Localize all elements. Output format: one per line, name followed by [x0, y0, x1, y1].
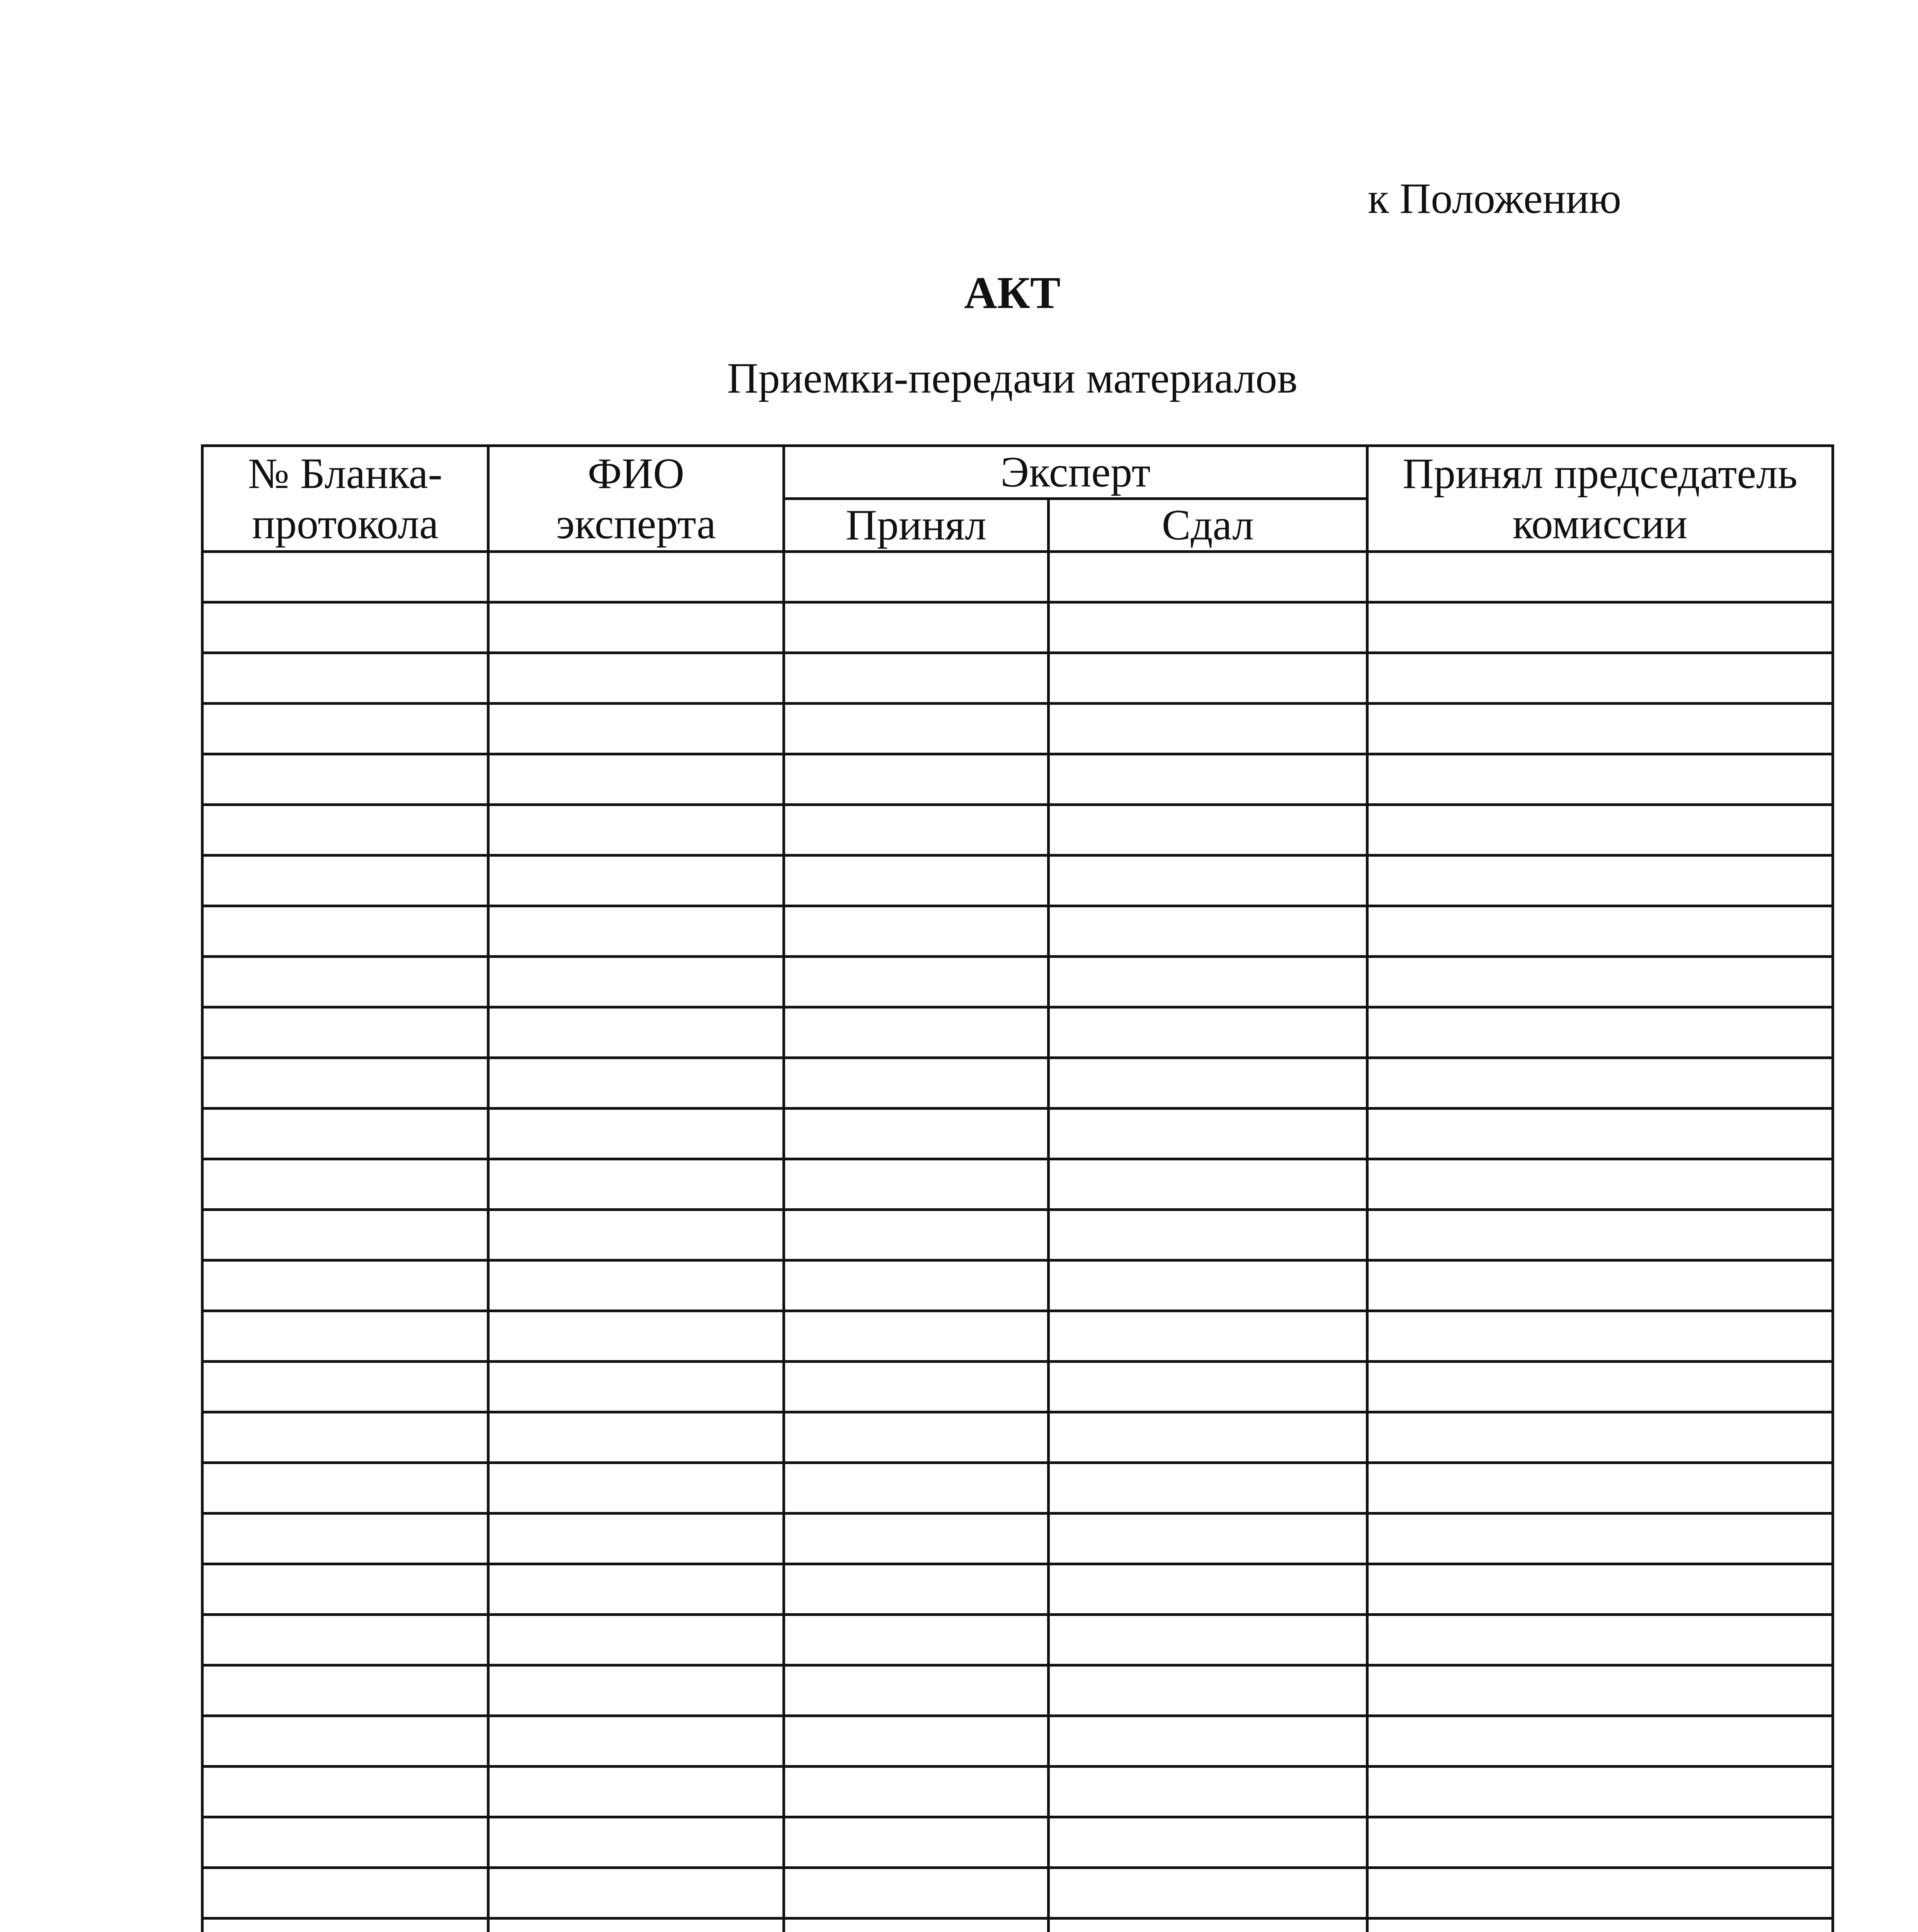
cell-expert-name[interactable]	[488, 602, 784, 653]
cell-expert-name[interactable]	[488, 754, 784, 805]
cell-handed-over[interactable]	[1049, 1817, 1367, 1868]
cell-blank-number[interactable]	[202, 805, 488, 855]
cell-chair-accepted[interactable]	[1367, 552, 1833, 602]
table-row	[202, 1817, 1833, 1868]
cell-handed-over[interactable]	[1049, 1311, 1367, 1362]
cell-handed-over[interactable]	[1049, 1058, 1367, 1109]
cell-expert-name[interactable]	[488, 1260, 784, 1311]
cell-chair-accepted[interactable]	[1367, 1665, 1833, 1716]
cell-handed-over[interactable]	[1049, 855, 1367, 906]
table-row	[202, 1514, 1833, 1564]
cell-handed-over[interactable]	[1049, 1463, 1367, 1514]
cell-blank-number[interactable]	[202, 1767, 488, 1817]
cell-chair-accepted[interactable]	[1367, 805, 1833, 855]
cell-handed-over[interactable]	[1049, 1210, 1367, 1260]
header-expert-name-line2: эксперта	[556, 500, 716, 548]
cell-handed-over[interactable]	[1049, 805, 1367, 855]
cell-chair-accepted[interactable]	[1367, 1007, 1833, 1058]
cell-accepted[interactable]	[784, 1514, 1049, 1564]
cell-blank-number[interactable]	[202, 957, 488, 1007]
cell-accepted[interactable]	[784, 1007, 1049, 1058]
header-handed-over: Сдал	[1049, 499, 1367, 552]
cell-chair-accepted[interactable]	[1367, 906, 1833, 957]
header-chair-accepted-line2: комиссии	[1512, 500, 1688, 548]
cell-blank-number[interactable]	[202, 1615, 488, 1665]
cell-expert-name[interactable]	[488, 1918, 784, 1932]
cell-handed-over[interactable]	[1049, 552, 1367, 602]
cell-blank-number[interactable]	[202, 602, 488, 653]
table-row	[202, 1159, 1833, 1210]
cell-expert-name[interactable]	[488, 1109, 784, 1159]
cell-handed-over[interactable]	[1049, 1868, 1367, 1918]
cell-expert-name[interactable]	[488, 1058, 784, 1109]
cell-blank-number[interactable]	[202, 1311, 488, 1362]
cell-handed-over[interactable]	[1049, 1767, 1367, 1817]
table-row	[202, 1412, 1833, 1463]
cell-accepted[interactable]	[784, 1564, 1049, 1615]
cell-chair-accepted[interactable]	[1367, 754, 1833, 805]
table-row	[202, 653, 1833, 704]
cell-accepted[interactable]	[784, 1716, 1049, 1767]
cell-chair-accepted[interactable]	[1367, 1767, 1833, 1817]
table-row	[202, 805, 1833, 855]
cell-handed-over[interactable]	[1049, 957, 1367, 1007]
cell-chair-accepted[interactable]	[1367, 1109, 1833, 1159]
cell-chair-accepted[interactable]	[1367, 1817, 1833, 1868]
cell-expert-name[interactable]	[488, 1564, 784, 1615]
cell-handed-over[interactable]	[1049, 1109, 1367, 1159]
cell-accepted[interactable]	[784, 1210, 1049, 1260]
cell-accepted[interactable]	[784, 1918, 1049, 1932]
header-chair-accepted-line1: Принял председатель	[1402, 449, 1798, 498]
table-body	[202, 552, 1833, 1932]
cell-accepted[interactable]	[784, 653, 1049, 704]
cell-blank-number[interactable]	[202, 1362, 488, 1412]
cell-expert-name[interactable]	[488, 1716, 784, 1767]
table-row	[202, 1665, 1833, 1716]
cell-chair-accepted[interactable]	[1367, 704, 1833, 754]
cell-handed-over[interactable]	[1049, 1564, 1367, 1615]
cell-handed-over[interactable]	[1049, 1007, 1367, 1058]
cell-expert-name[interactable]	[488, 1412, 784, 1463]
table-row	[202, 1918, 1833, 1932]
cell-expert-name[interactable]	[488, 1311, 784, 1362]
cell-blank-number[interactable]	[202, 1058, 488, 1109]
cell-blank-number[interactable]	[202, 552, 488, 602]
cell-handed-over[interactable]	[1049, 1514, 1367, 1564]
cell-expert-name[interactable]	[488, 552, 784, 602]
cell-expert-name[interactable]	[488, 1615, 784, 1665]
cell-accepted[interactable]	[784, 1767, 1049, 1817]
cell-handed-over[interactable]	[1049, 906, 1367, 957]
header-expert-name-line1: ФИО	[587, 449, 685, 498]
table-row	[202, 957, 1833, 1007]
cell-expert-name[interactable]	[488, 1007, 784, 1058]
table-row	[202, 1007, 1833, 1058]
cell-accepted[interactable]	[784, 1260, 1049, 1311]
cell-blank-number[interactable]	[202, 1210, 488, 1260]
cell-chair-accepted[interactable]	[1367, 1058, 1833, 1109]
cell-expert-name[interactable]	[488, 906, 784, 957]
cell-expert-name[interactable]	[488, 1817, 784, 1868]
cell-chair-accepted[interactable]	[1367, 602, 1833, 653]
cell-chair-accepted[interactable]	[1367, 1514, 1833, 1564]
header-accepted: Принял	[784, 499, 1049, 552]
cell-accepted[interactable]	[784, 1311, 1049, 1362]
header-blank-number-line1: № Бланка-	[248, 449, 442, 498]
cell-blank-number[interactable]	[202, 1159, 488, 1210]
transfer-table	[201, 444, 1834, 1932]
table-row	[202, 1210, 1833, 1260]
cell-chair-accepted[interactable]	[1367, 653, 1833, 704]
table-row	[202, 754, 1833, 805]
cell-chair-accepted[interactable]	[1367, 1615, 1833, 1665]
table-row	[202, 1615, 1833, 1665]
cell-accepted[interactable]	[784, 1868, 1049, 1918]
cell-chair-accepted[interactable]	[1367, 1716, 1833, 1767]
cell-accepted[interactable]	[784, 855, 1049, 906]
cell-expert-name[interactable]	[488, 1868, 784, 1918]
cell-accepted[interactable]	[784, 957, 1049, 1007]
table-row	[202, 602, 1833, 653]
table-row	[202, 1058, 1833, 1109]
cell-blank-number[interactable]	[202, 653, 488, 704]
cell-expert-name[interactable]	[488, 1210, 784, 1260]
cell-chair-accepted[interactable]	[1367, 1564, 1833, 1615]
cell-chair-accepted[interactable]	[1367, 1260, 1833, 1311]
cell-expert-name[interactable]	[488, 1159, 784, 1210]
cell-blank-number[interactable]	[202, 1918, 488, 1932]
header-expert-name	[488, 446, 784, 552]
table-row	[202, 1311, 1833, 1362]
cell-blank-number[interactable]	[202, 1817, 488, 1868]
annex-reference: к Положению	[1368, 175, 1622, 223]
cell-blank-number[interactable]	[202, 1665, 488, 1716]
cell-handed-over[interactable]	[1049, 1412, 1367, 1463]
cell-handed-over[interactable]	[1049, 602, 1367, 653]
cell-accepted[interactable]	[784, 906, 1049, 957]
cell-accepted[interactable]	[784, 704, 1049, 754]
cell-expert-name[interactable]	[488, 653, 784, 704]
cell-chair-accepted[interactable]	[1367, 957, 1833, 1007]
cell-blank-number[interactable]	[202, 1109, 488, 1159]
cell-expert-name[interactable]	[488, 855, 784, 906]
header-blank-number	[202, 446, 488, 552]
cell-handed-over[interactable]	[1049, 704, 1367, 754]
cell-accepted[interactable]	[784, 805, 1049, 855]
cell-blank-number[interactable]	[202, 1868, 488, 1918]
cell-chair-accepted[interactable]	[1367, 1311, 1833, 1362]
cell-blank-number[interactable]	[202, 1412, 488, 1463]
cell-blank-number[interactable]	[202, 1260, 488, 1311]
cell-accepted[interactable]	[784, 1159, 1049, 1210]
cell-expert-name[interactable]	[488, 957, 784, 1007]
table-row	[202, 1716, 1833, 1767]
cell-accepted[interactable]	[784, 1665, 1049, 1716]
cell-handed-over[interactable]	[1049, 1159, 1367, 1210]
cell-handed-over[interactable]	[1049, 1716, 1367, 1767]
document-title: АКТ	[964, 267, 1061, 318]
table-row	[202, 1463, 1833, 1514]
cell-accepted[interactable]	[784, 1615, 1049, 1665]
cell-chair-accepted[interactable]	[1367, 1362, 1833, 1412]
table-row	[202, 1362, 1833, 1412]
header-expert: Эксперт	[784, 446, 1367, 499]
cell-handed-over[interactable]	[1049, 1260, 1367, 1311]
cell-chair-accepted[interactable]	[1367, 855, 1833, 906]
cell-chair-accepted[interactable]	[1367, 1918, 1833, 1932]
cell-handed-over[interactable]	[1049, 754, 1367, 805]
table-header	[202, 446, 1833, 552]
cell-blank-number[interactable]	[202, 754, 488, 805]
cell-accepted[interactable]	[784, 552, 1049, 602]
cell-chair-accepted[interactable]	[1367, 1868, 1833, 1918]
cell-blank-number[interactable]	[202, 1564, 488, 1615]
table-row	[202, 1260, 1833, 1311]
cell-chair-accepted[interactable]	[1367, 1463, 1833, 1514]
cell-expert-name[interactable]	[488, 1767, 784, 1817]
cell-blank-number[interactable]	[202, 704, 488, 754]
header-chair-accepted	[1367, 446, 1833, 552]
table-row	[202, 1564, 1833, 1615]
cell-handed-over[interactable]	[1049, 1615, 1367, 1665]
cell-blank-number[interactable]	[202, 906, 488, 957]
table-row	[202, 552, 1833, 602]
cell-accepted[interactable]	[784, 1058, 1049, 1109]
cell-blank-number[interactable]	[202, 1463, 488, 1514]
cell-accepted[interactable]	[784, 1817, 1049, 1868]
cell-blank-number[interactable]	[202, 1007, 488, 1058]
table-row	[202, 906, 1833, 957]
cell-handed-over[interactable]	[1049, 1665, 1367, 1716]
cell-accepted[interactable]	[784, 1362, 1049, 1412]
cell-expert-name[interactable]	[488, 805, 784, 855]
cell-blank-number[interactable]	[202, 855, 488, 906]
table-row	[202, 1868, 1833, 1918]
cell-expert-name[interactable]	[488, 704, 784, 754]
cell-handed-over[interactable]	[1049, 1362, 1367, 1412]
table-row	[202, 704, 1833, 754]
cell-accepted[interactable]	[784, 1412, 1049, 1463]
cell-expert-name[interactable]	[488, 1665, 784, 1716]
table-row	[202, 1767, 1833, 1817]
header-blank-number-line2: протокола	[252, 500, 439, 548]
table-row	[202, 855, 1833, 906]
cell-expert-name[interactable]	[488, 1514, 784, 1564]
table-row	[202, 1109, 1833, 1159]
cell-handed-over[interactable]	[1049, 653, 1367, 704]
cell-blank-number[interactable]	[202, 1514, 488, 1564]
cell-expert-name[interactable]	[488, 1463, 784, 1514]
document-subtitle: Приемки-передачи материалов	[727, 354, 1298, 402]
cell-chair-accepted[interactable]	[1367, 1412, 1833, 1463]
cell-handed-over[interactable]	[1049, 1918, 1367, 1932]
cell-chair-accepted[interactable]	[1367, 1210, 1833, 1260]
cell-accepted[interactable]	[784, 602, 1049, 653]
cell-chair-accepted[interactable]	[1367, 1159, 1833, 1210]
cell-accepted[interactable]	[784, 1109, 1049, 1159]
cell-blank-number[interactable]	[202, 1716, 488, 1767]
cell-expert-name[interactable]	[488, 1362, 784, 1412]
cell-accepted[interactable]	[784, 754, 1049, 805]
cell-accepted[interactable]	[784, 1463, 1049, 1514]
